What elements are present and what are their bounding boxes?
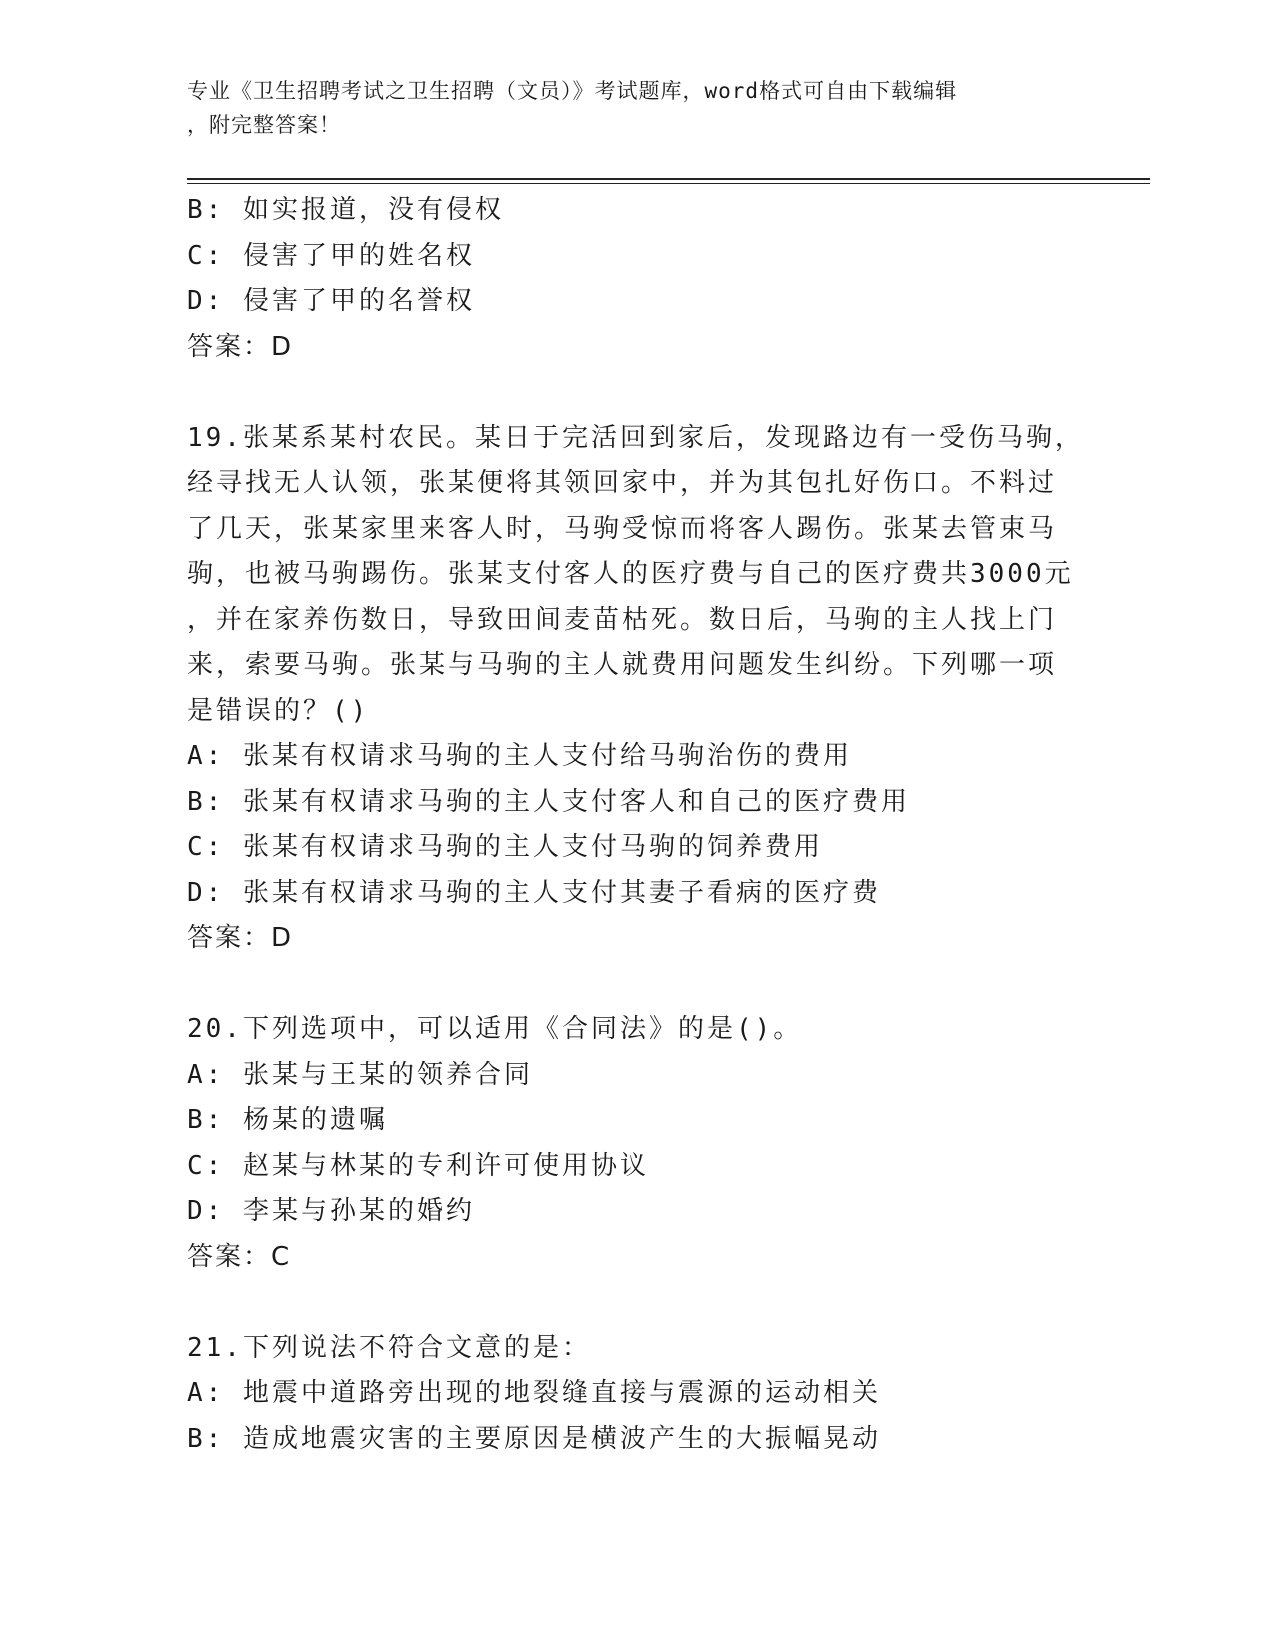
question-stem: 20.下列选项中，可以适用《合同法》的是()。 <box>187 1014 803 1044</box>
question-21 <box>187 1326 1067 1463</box>
option-a: A: 地震中道路旁出现的地裂缝直接与震源的运动相关 <box>187 1378 881 1408</box>
document-body <box>187 188 1084 1462</box>
option-a: A: 张某有权请求马驹的主人支付给马驹治伤的费用 <box>187 741 852 771</box>
question-stem: 21.下列说法不符合文意的是： <box>187 1332 591 1363</box>
header-rule-thick <box>187 178 1150 180</box>
option-c: C: 张某有权请求马驹的主人支付马驹的饲养费用 <box>187 832 823 862</box>
question-20 <box>187 1007 1067 1280</box>
option-d: D: 侵害了甲的名誉权 <box>187 286 475 316</box>
option-b: B: 杨某的遗嘱 <box>187 1105 388 1135</box>
question-stem-line: 来，索要马驹。张某与马驹的主人就费用问题发生纠纷。下列哪一项 <box>187 650 1058 680</box>
spacer <box>187 962 1067 1008</box>
question-stem-line: 19.张某系某村农民。某日于完活回到家后，发现路边有一受伤马驹， <box>187 422 1084 453</box>
question-stem-line: 是错误的？() <box>187 695 370 726</box>
answer: 答案：D <box>187 331 294 362</box>
answer: 答案：C <box>187 1241 292 1272</box>
option-d: D: 张某有权请求马驹的主人支付其妻子看病的医疗费 <box>187 877 881 908</box>
document-header <box>187 74 1067 142</box>
option-c: C: 侵害了甲的姓名权 <box>187 240 475 271</box>
question-stem-line: 驹，也被马驹踢伤。张某支付客人的医疗费与自己的医疗费共3000元 <box>187 559 1074 589</box>
prev-question <box>187 188 1067 370</box>
header-line-1: 专业《卫生招聘考试之卫生招聘（文员）》考试题库，word格式可自由下载编辑 <box>187 79 958 103</box>
spacer <box>187 370 1067 416</box>
option-d: D: 李某与孙某的婚约 <box>187 1196 475 1226</box>
question-stem-line: ，并在家养伤数日，导致田间麦苗枯死。数日后，马驹的主人找上门 <box>187 604 1058 635</box>
option-b: B: 张某有权请求马驹的主人支付客人和自己的医疗费用 <box>187 786 910 817</box>
question-19 <box>187 416 1084 962</box>
option-b: B: 造成地震灾害的主要原因是横波产生的大振幅晃动 <box>187 1423 881 1454</box>
question-stem-line: 了几天，张某家里来客人时，马驹受惊而将客人踢伤。张某去管束马 <box>187 513 1058 544</box>
header-line-2: ，附完整答案！ <box>187 113 341 137</box>
answer: 答案：D <box>187 923 294 953</box>
option-b: B: 如实报道，没有侵权 <box>187 195 504 225</box>
spacer <box>187 1280 1067 1326</box>
header-rule-thin <box>187 183 1150 184</box>
option-c: C: 赵某与林某的专利许可使用协议 <box>187 1150 649 1181</box>
option-a: A: 张某与王某的领养合同 <box>187 1059 533 1090</box>
question-stem-line: 经寻找无人认领，张某便将其领回家中，并为其包扎好伤口。不料过 <box>187 468 1058 498</box>
